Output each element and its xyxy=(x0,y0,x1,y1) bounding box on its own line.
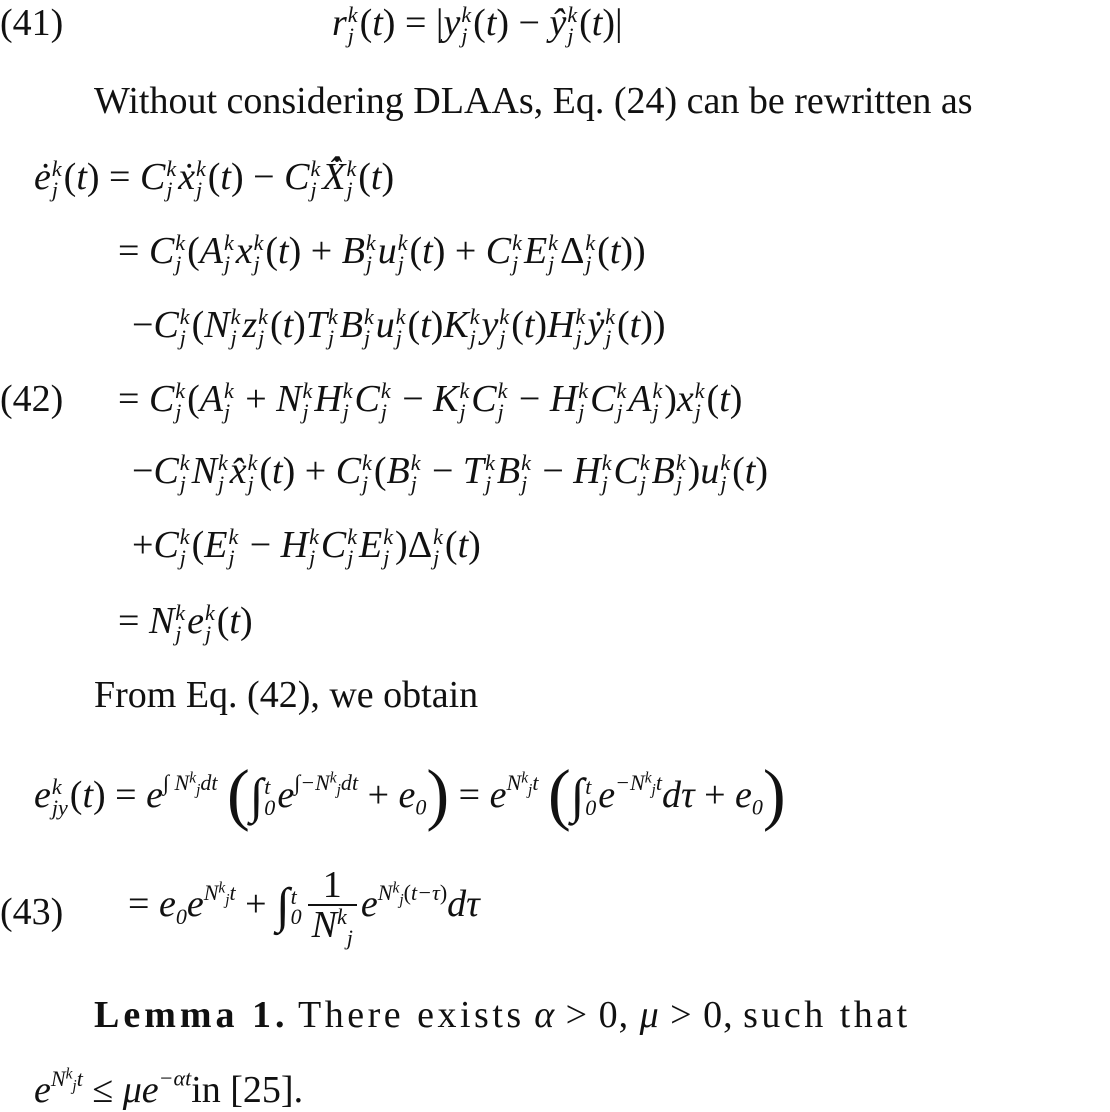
equation-43-line-1: e k jy $(t) = e^{\int N^k_jdt}$ (∫ t 0 $e^{\int-N^k_jdt} + e_0) = e^{N^k_jt}$ (∫ t 0 $e^{-N^k_jt}d\tau + e_0$) xyxy=(34,756,786,832)
equation-42-line-6: +C k j (E k j − H k j C k j E k j )Δ k j (t) xyxy=(132,524,481,571)
paragraph-dlaas: Without considering DLAAs, Eq. (24) can be rewritten as xyxy=(94,80,973,122)
equation-42-line-4: = C k j (A k j + N k j H k j C k j − K k j C k j − H k j C k j A k j )x k j (t) xyxy=(118,378,743,425)
equation-42-line-2: = C k j (A k j x k j (t) + B k j u k j (t) + C k j E k j Δ k j (t)) xyxy=(118,230,646,277)
equation-42-line-1: ė k j (t) = C k j ẋ k j (t) − C k j X̂̇ k j (t) xyxy=(34,156,395,203)
equation-number-41: (41) xyxy=(0,2,64,44)
lemma-1-inequality: $e^{N^k_jt} \le \mu e^{-\alpha t}in$ [25]. xyxy=(34,1065,304,1112)
lemma-1-citation: in [25]. xyxy=(191,1069,304,1112)
equation-42-line-3: −C k j (N k j z k j (t)T k j B k j u k j (t)K k j y k j (t)H k j ẏ k j (t)) xyxy=(132,304,666,351)
equation-number-42: (42) xyxy=(0,378,64,420)
paragraph-from-eq42: From Eq. (42), we obtain xyxy=(94,674,479,716)
lemma-1-text-b: such that xyxy=(743,994,911,1036)
lemma-1-statement: Lemma 1. There exists α > 0, μ > 0, such that xyxy=(94,994,911,1036)
lemma-1-text-a: There exists xyxy=(298,994,525,1036)
equation-42-line-7: = N k j e k j (t) xyxy=(118,600,253,647)
equation-42-line-5: −C k j N k j x̂ k j (t) + C k j (B k j − T k j B k j − H k j C k j B k j )u k j (t) xyxy=(132,450,768,497)
equation-number-43: (43) xyxy=(0,891,64,933)
lemma-1-head: Lemma 1. xyxy=(94,994,289,1036)
equation-41: r k j (t) = |y k j (t) − ŷ k j (t)| xyxy=(332,2,623,49)
equation-43-line-2: = $e_0e^{N^k_jt}$ + ∫ t 0 $\frac{1}{N^k_j}$ $e^{N^k_j(t-\tau)}d\tau$ xyxy=(128,864,480,950)
